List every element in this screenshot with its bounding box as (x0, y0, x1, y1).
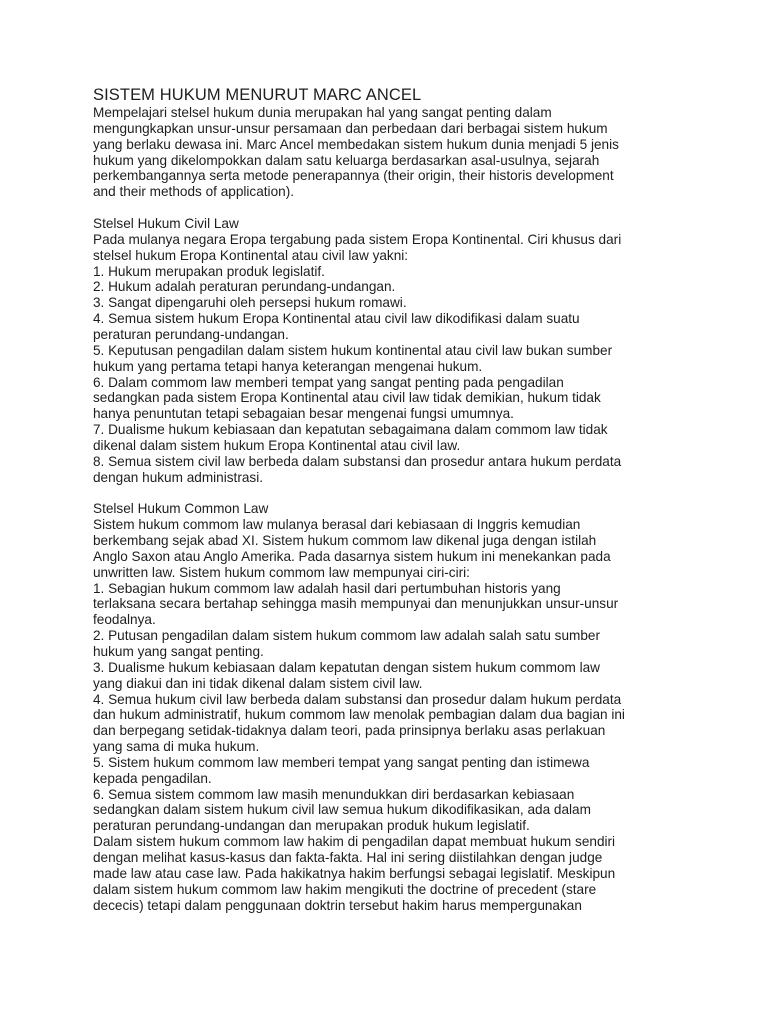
text-line: unwritten law. Sistem hukum commom law mempunyai ciri-ciri: (93, 564, 470, 580)
text-line: dengan melihat kasus-kasus dan fakta-fakta. Hal ini sering diistilahkan dengan judge (93, 849, 603, 865)
civil-law-section (93, 232, 663, 486)
text-line: 5. Sistem hukum commom law memberi tempat yang sangat penting dan istimewa (93, 754, 590, 770)
text-line: berkembang sejak abad XI. Sistem hukum commom law dikenal juga dengan istilah (93, 533, 597, 549)
paragraph-spacer (93, 200, 663, 216)
text-line: 1. Sebagian hukum commom law adalah hasil dari pertumbuhan historis yang (93, 580, 561, 596)
text-line: Anglo Saxon atau Anglo Amerika. Pada dasarnya sistem hukum ini menekankan pada (93, 548, 611, 564)
text-line: dalam sistem hukum commom law hakim mengikuti the doctrine of precedent (stare (93, 881, 597, 897)
text-line: dan berpegang setidak-tidaknya dalam teori, pada prinsipnya berlaku asas perlakuan (93, 723, 606, 739)
text-line: hukum yang dikelompokkan dalam satu keluarga berdasarkan asal-usulnya, sejarah (93, 152, 600, 168)
text-line: and their methods of application). (93, 184, 295, 200)
text-line: sedangkan dalam sistem hukum civil law semua hukum dikodifikasikan, ada dalam (93, 802, 591, 818)
text-line: hukum yang sangat penting. (93, 644, 264, 659)
text-line: 3. Sangat dipengaruhi oleh persepsi hukum romawi. (93, 295, 407, 311)
text-line: 8. Semua sistem civil law berbeda dalam substansi dan prosedur antara hukum perdata (93, 453, 622, 469)
text-line: dececis) tetapi dalam penggunaan doktrin tersebut hakim harus mempergunakan (93, 897, 582, 913)
text-line: perkembangannya serta metode penerapannya (their origin, their historis development (93, 168, 614, 184)
text-line: Mempelajari stelsel hukum dunia merupakan hal yang sangat penting dalam (93, 105, 552, 120)
text-line: yang sama di muka hukum. (93, 739, 260, 755)
common-law-section (93, 517, 663, 913)
text-line: dikenal dalam sistem hukum Eropa Kontinental atau civil law. (93, 437, 461, 453)
text-line: terlaksana secara bertahap sehingga masih mempunyai dan menunjukkan unsur-unsur (93, 596, 619, 612)
text-line: kepada pengadilan. (93, 770, 212, 786)
text-line: stelsel hukum Eropa Kontinental atau civil law yakni: (93, 247, 409, 263)
text-line: made law atau case law. Pada hakikatnya hakim berfungsi sebagai legislatif. Meskipun (93, 865, 616, 881)
text-line: 6. Semua sistem commom law masih menundukkan diri berdasarkan kebiasaan (93, 786, 575, 802)
text-line: peraturan perundang-undangan. (93, 326, 289, 342)
text-line: 4. Semua hukum civil law berbeda dalam substansi dan prosedur dalam hukum perdata (93, 691, 622, 707)
document-body (93, 86, 663, 913)
text-line: 7. Dualisme hukum kebiasaan dan kepatutan sebagaimana dalam commom law tidak (93, 422, 608, 438)
text-line: Pada mulanya negara Eropa tergabung pada sistem Eropa Kontinental. Ciri khusus dari (93, 231, 622, 247)
text-line: 5. Keputusan pengadilan dalam sistem hukum kontinental atau civil law bukan sumber (93, 342, 613, 358)
document-title: SISTEM HUKUM MENURUT MARC ANCEL (93, 86, 422, 104)
text-line: 2. Putusan pengadilan dalam sistem hukum commom law adalah salah satu sumber (93, 628, 601, 644)
text-line: dengan hukum administrasi. (93, 469, 264, 485)
text-line: 1. Hukum merupakan produk legislatif. (93, 263, 325, 279)
text-line: 4. Semua sistem hukum Eropa Kontinental atau civil law dikodifikasi dalam suatu (93, 311, 580, 327)
text-line: hukum yang pertama tetapi hanya keterangan mengenai hukum. (93, 358, 483, 374)
common-law-heading: Stelsel Hukum Common Law (93, 501, 269, 517)
text-line: Sistem hukum commom law mulanya berasal dari kebiasaan di Inggris kemudian (93, 517, 581, 533)
text-line: sedangkan pada sistem Eropa Kontinental atau civil law tidak demikian, hukum tidak (93, 390, 601, 406)
text-line: 3. Dualisme hukum kebiasaan dalam kepatutan dengan sistem hukum commom law (93, 659, 600, 675)
text-line: Dalam sistem hukum commom law hakim di pengadilan dapat membuat hukum sendiri (93, 834, 616, 850)
text-line: 2. Hukum adalah peraturan perundang-undangan. (93, 279, 396, 295)
text-line: dan hukum administratif, hukum commom law menolak pembagian dalam dua bagian ini (93, 707, 625, 723)
paragraph-spacer (93, 485, 663, 501)
civil-law-heading: Stelsel Hukum Civil Law (93, 216, 239, 232)
text-line: yang berlaku dewasa ini. Marc Ancel membedakan sistem hukum dunia menjadi 5 jenis (93, 136, 619, 152)
text-line: 6. Dalam commom law memberi tempat yang sangat penting pada pengadilan (93, 374, 564, 390)
text-line: peraturan perundang-undangan dan merupakan produk hukum legislatif. (93, 818, 530, 834)
intro-paragraph (93, 105, 663, 200)
text-line: mengungkapkan unsur-unsur persamaan dan perbedaan dari berbagai sistem hukum (93, 120, 608, 136)
text-line: yang diakui dan ini tidak dikenal dalam sistem civil law. (93, 675, 423, 691)
text-line: feodalnya. (93, 612, 156, 628)
text-line: hanya penuntutan tetapi sebagaian besar mengenai fungsi umumnya. (93, 406, 514, 422)
